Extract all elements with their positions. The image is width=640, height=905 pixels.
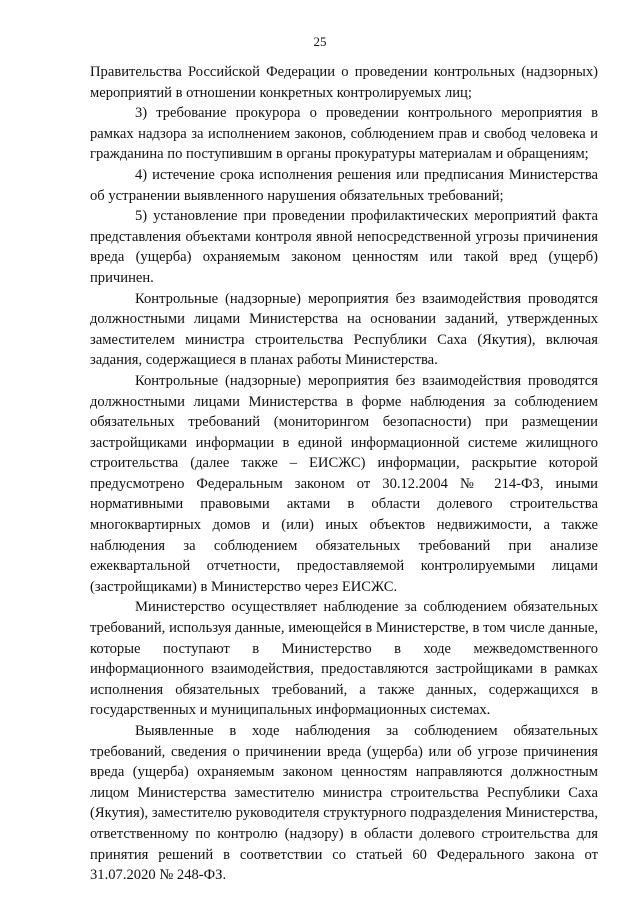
document-body xyxy=(90,62,598,886)
page-number: 25 xyxy=(313,34,327,49)
paragraph: Контрольные (надзорные) мероприятия без взаимодействия проводятся должностными лицами Министерства в форме наблюдения за соблюдением обязательных требований (мониторингом безопасности) при размещении застройщиками информации в единой информационной системе жилищного строительства (далее также – ЕИСЖС) информации, раскрытие которой предусмотрено Федеральным законом от 30.12.2004 № 214-ФЗ, иными нормативными правовыми актами в области долевого строительства многоквартирных домов и (или) иных объектов недвижимости, а также наблюдения за соблюдением обязательных требований при анализе ежеквартальной отчетности, предоставляемой контролируемыми лицами (застройщиками) в Министерство через ЕИСЖС. xyxy=(90,372,598,595)
paragraph: Контрольные (надзорные) мероприятия без взаимодействия проводятся должностными лицами Министерства на основании заданий, утвержденных заместителем министра строительства Республики Саха (Якутия), включая задания, содержащиеся в планах работы Министерства. xyxy=(90,290,598,369)
paragraph: Выявленные в ходе наблюдения за соблюдением обязательных требований, сведения о причинении вреда (ущерба) или об угрозе причинения вреда (ущерба) охраняемым законом ценностям направляются должностным лицом Министерства заместителю министра строительства Республики Саха (Якутия), заместителю руководителя структурного подразделения Министерства, ответственному по контролю (надзору) в области долевого строительства для принятия решений в соответствии со статьей 60 Федерального закона от 31.07.2020 № 248-ФЗ. xyxy=(90,723,598,884)
paragraph: 4) истечение срока исполнения решения или предписания Министерства об устранении выявленного нарушения обязательных требований; xyxy=(90,166,598,204)
paragraph: Правительства Российской Федерации о проведении контрольных (надзорных) мероприятий в отношении конкретных контролируемых лиц; xyxy=(90,64,598,101)
paragraph: 5) установление при проведении профилактических мероприятий факта представления объектами контроля явной непосредственной угрозы причинения вреда (ущерба) охраняемым законом ценностям или такой вред (ущерб) причинен. xyxy=(90,208,598,286)
paragraph: Министерство осуществляет наблюдение за соблюдением обязательных требований, используя данные, имеющейся в Министерстве, в том числе данные, которые поступают в Министерство в ходе межведомственного информационного взаимодействия, предоставляются застройщиками в рамках исполнения обязательных требований, а также данных, содержащихся в государственных и муниципальных информационных системах. xyxy=(90,599,598,719)
paragraph: 3) требование прокурора о проведении контрольного мероприятия в рамках надзора за исполнением законов, соблюдением прав и свобод человека и гражданина по поступившим в органы прокуратуры материалам и обращениям; xyxy=(90,105,598,163)
